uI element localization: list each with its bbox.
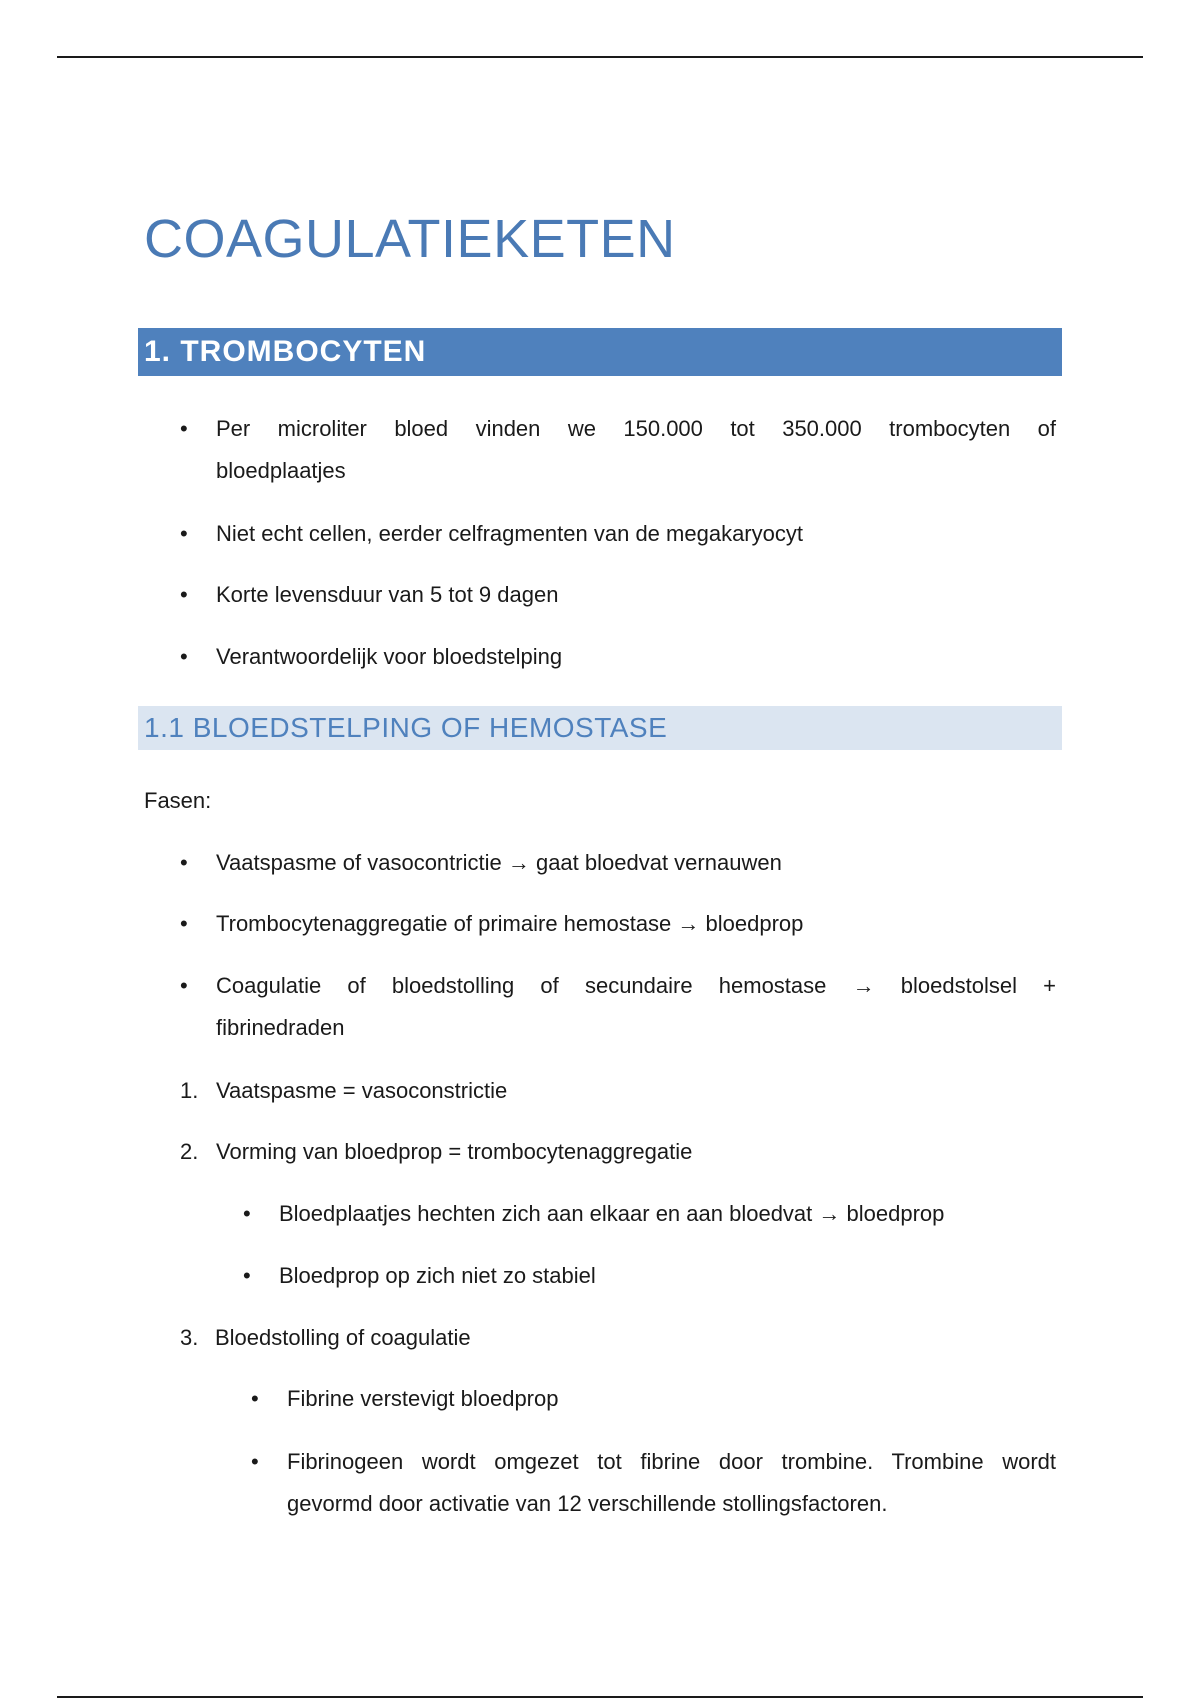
bullet-marker: • [180, 582, 188, 607]
sub-list-item: Fibrine verstevigt bloedprop [287, 1386, 559, 1411]
numbered-item: Vaatspasme = vasoconstrictie [216, 1078, 508, 1103]
bullet-marker: • [243, 1201, 251, 1226]
subsection-heading-hemostase: 1.1 BLOEDSTELPING OF HEMOSTASE [138, 706, 1062, 750]
list-number: 2. [180, 1139, 199, 1164]
list-item: Per microliter bloed vinden we 150.000 tot 350.000 trombocyten of [216, 416, 1056, 441]
list-item: Vaatspasme of vasocontrictie → gaat bloedvat vernauwen [216, 850, 782, 875]
list-item: Coagulatie of bloedstolling of secundaire hemostase → bloedstolsel + [216, 973, 1056, 998]
sub-list-item-continuation: gevormd door activatie van 12 verschillende stollingsfactoren. [287, 1491, 888, 1516]
list-item: Korte levensduur van 5 tot 9 dagen [216, 582, 559, 607]
list-item-continuation: bloedplaatjes [216, 458, 346, 483]
bullet-marker: • [180, 521, 188, 546]
list-number: 3. [180, 1325, 199, 1350]
list-number: 1. [180, 1078, 199, 1103]
list-item-continuation: fibrinedraden [216, 1015, 345, 1040]
bullet-marker: • [243, 1263, 251, 1288]
phases-intro: Fasen: [144, 788, 212, 813]
list-item: Niet echt cellen, eerder celfragmenten van de megakaryocyt [216, 521, 803, 546]
bullet-marker: • [251, 1449, 259, 1474]
list-item: Verantwoordelijk voor bloedstelping [216, 644, 563, 669]
list-item: Trombocytenaggregatie of primaire hemostase → bloedprop [216, 911, 804, 936]
numbered-item: Vorming van bloedprop = trombocytenaggregatie [216, 1139, 693, 1164]
document-title: COAGULATIEKETEN [144, 209, 676, 269]
bullet-marker: • [180, 416, 188, 441]
header-rule [57, 56, 1143, 58]
bullet-marker: • [180, 973, 188, 998]
sub-list-item: Fibrinogeen wordt omgezet tot fibrine door trombine. Trombine wordt [287, 1449, 1056, 1474]
bullet-marker: • [180, 644, 188, 669]
numbered-item: Bloedstolling of coagulatie [215, 1325, 471, 1350]
bullet-marker: • [180, 911, 188, 936]
bullet-marker: • [180, 850, 188, 875]
footer-rule [57, 1696, 1143, 1698]
sub-list-item: Bloedprop op zich niet zo stabiel [279, 1263, 596, 1288]
sub-list-item: Bloedplaatjes hechten zich aan elkaar en aan bloedvat → bloedprop [279, 1201, 945, 1226]
section-heading-trombocyten: 1. TROMBOCYTEN [138, 328, 1062, 376]
bullet-marker: • [251, 1386, 259, 1411]
